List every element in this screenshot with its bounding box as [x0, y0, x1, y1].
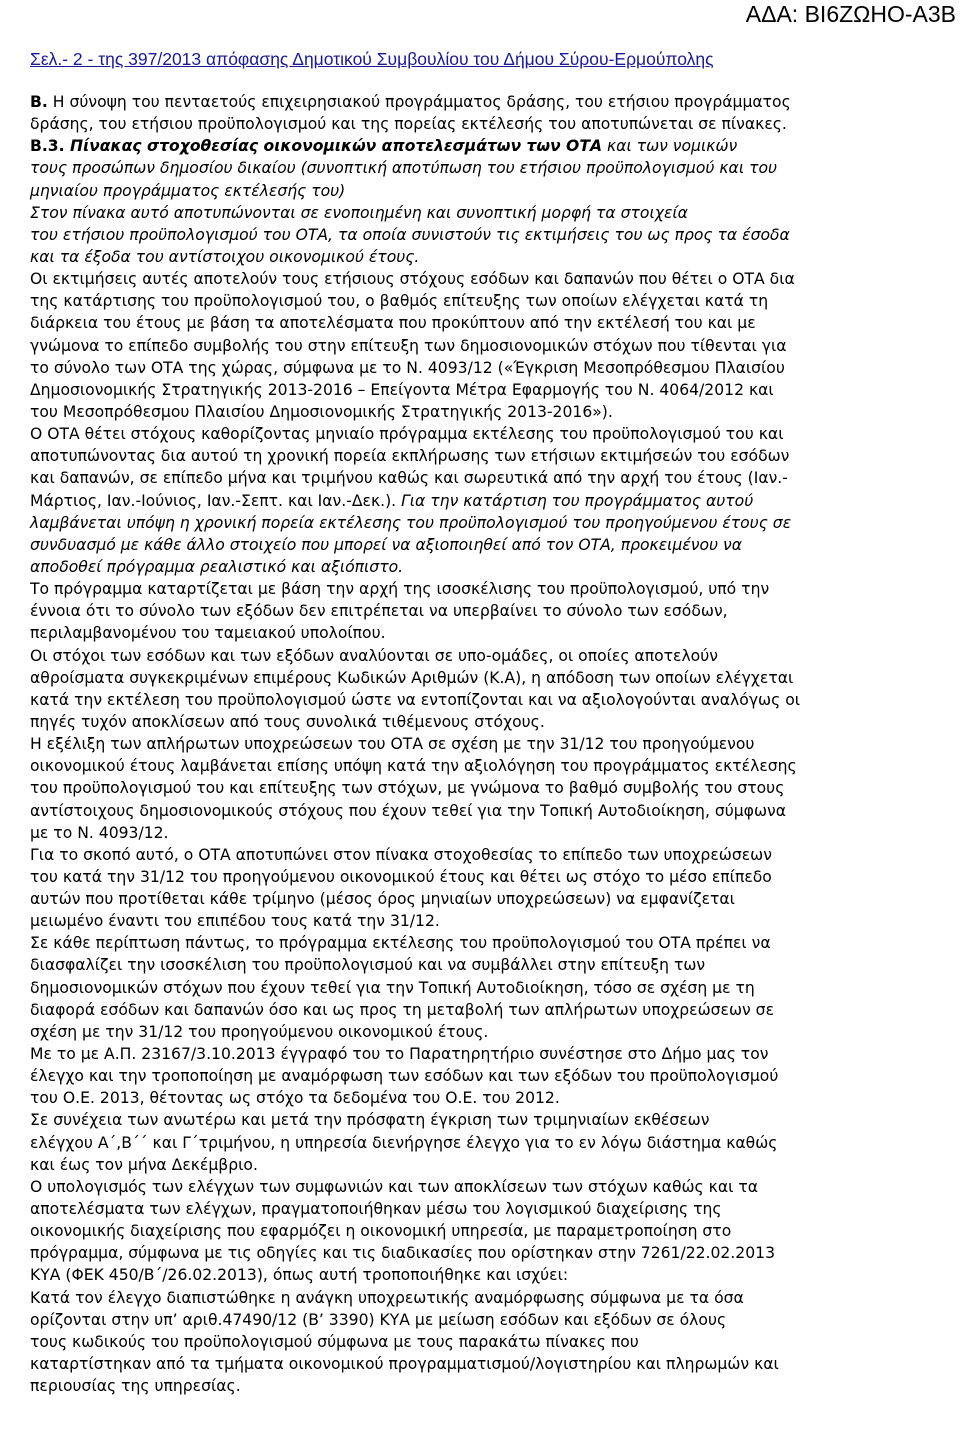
text-line: τους κωδικούς του προϋπολογισμού σύμφωνα με τους παρακάτω πίνακες που [30, 1332, 639, 1351]
section-b-text-1: Η σύνοψη του πενταετούς επιχειρησιακού προγράμματος δράσης, του ετήσιου προγράμματος [47, 93, 791, 111]
section-b-line-1 [30, 91, 942, 113]
text-line: μηνιαίου προγράμματος εκτέλεσής του) [30, 181, 346, 200]
text-line: Κατά τον έλεγχο διαπιστώθηκε η ανάγκη υποχρεωτικής αναμόρφωσης σύμφωνα με τα όσα [30, 1288, 744, 1307]
text-line: με το Ν. 4093/12. [30, 823, 169, 842]
text-line: του κατά την 31/12 του προηγούμενου οικονομικού έτους και θέτει ως στόχο το μέσο επίπεδο [30, 867, 772, 886]
text-line: γνώμονα το επίπεδο συμβολής του στην επίτευξη των δημοσιονομικών στόχων που τίθενται για [30, 336, 787, 355]
italic-block-2 [30, 512, 942, 578]
text-line: ορίζονται στην υπ’ αριθ.47490/12 (Β’ 3390) ΚΥΑ με μείωση εσόδων και εξόδων σε όλους [30, 1310, 727, 1329]
body-block-1 [30, 268, 942, 489]
text-line: περιλαμβανομένου του ταμειακού υπολοίπου. [30, 624, 386, 643]
text-line: Δημοσιονομικής Στρατηγικής 2013-2016 – Επείγοντα Μέτρα Εφαρμογής του Ν. 4064/2012 και [30, 380, 774, 399]
section-b3-title-rest: και των νομικών [602, 137, 738, 156]
section-b3-label: Β.3. [30, 137, 65, 156]
text-line: πηγές τυχόν αποκλίσεων από τους συνολικά τιθέμενους στόχους. [30, 712, 545, 731]
text-line: αποδοθεί πρόγραμμα ρεαλιστικό και αξιόπιστο. [30, 557, 404, 576]
text-line: οικονομικής διαχείρισης που εφαρμόζει η οικονομική υπηρεσία, με παραμετροποίηση στο [30, 1222, 732, 1241]
text-line: λαμβάνεται υπόψη η χρονική πορεία εκτέλεσης του προϋπολογισμού του προηγούμενου έτους σε [30, 513, 792, 532]
text-line: Σε συνέχεια των ανωτέρω και μετά την πρόσφατη έγκριση των τριμηνιαίων εκθέσεων [30, 1111, 710, 1130]
text-line: αντίστοιχους δημοσιονομικούς στόχους που έχουν τεθεί για την Τοπική Αυτοδιοίκηση, σύμφωνα [30, 801, 787, 820]
italic-block-1 [30, 157, 942, 268]
text-line: σχέση με την 31/12 του προηγούμενου οικονομικού έτους. [30, 1022, 489, 1041]
text-line: Το πρόγραμμα καταρτίζεται με βάση την αρχή της ισοσκέλισης του προϋπολογισμού, υπό την [30, 580, 770, 599]
text-line: Ο ΟΤΑ θέτει στόχους καθορίζοντας μηνιαίο πρόγραμμα εκτέλεσης του προϋπολογισμού του και [30, 425, 784, 444]
text-line: οικονομικού έτους λαμβάνεται επίσης υπόψη κατά την αξιολόγηση του προγράμματος εκτέλεσης [30, 757, 797, 776]
document-body [30, 91, 942, 1397]
text-line: Με το με Α.Π. 23167/3.10.2013 έγγραφό του το Παρατηρητήριο συνέστησε στο Δήμο μας τον [30, 1045, 769, 1064]
text-line: του Μεσοπρόθεσμου Πλαισίου Δημοσιονομικής Στρατηγικής 2013-2016»). [30, 402, 613, 421]
text-line: Η εξέλιξη των απλήρωτων υποχρεώσεων του ΟΤΑ σε σχέση με την 31/12 του προηγούμενου [30, 735, 755, 754]
body-block-2 [30, 578, 942, 1397]
text-line: αυτών που προτίθεται κάθε τρίμηνο (μέσος όρος μηνιαίων υποχρεώσεων) να εμφανίζεται [30, 890, 735, 909]
text-line: Σε κάθε περίπτωση πάντως, το πρόγραμμα εκτέλεσης του προϋπολογισμού του ΟΤΑ πρέπει να [30, 934, 771, 953]
text-line: περιουσίας της υπηρεσίας. [30, 1377, 241, 1396]
section-b-line-2: δράσης, του ετήσιου προϋπολογισμού και της πορείας εκτέλεσής του αποτυπώνεται σε πίνακες. [30, 115, 787, 134]
section-b-label: Β. [30, 93, 48, 111]
text-line: κατά την εκτέλεση του προϋπολογισμού ώστε να εντοπίζονται και να αξιολογούνται αναλόγως οι [30, 690, 801, 709]
text-line: του ετήσιου προϋπολογισμού του ΟΤΑ, τα οποία συνιστούν τις εκτιμήσεις του ως προς τα έσοδα [30, 225, 790, 244]
text-line: και τα έξοδα του αντίστοιχου οικονομικού έτους. [30, 247, 420, 266]
section-b3-title: Πίνακας στοχοθεσίας οικονομικών αποτελεσμάτων των ΟΤΑ [64, 137, 603, 156]
text-line: διαφορά εσόδων και δαπανών όσο και ως προς τη μεταβολή των απλήρωτων υποχρεώσεων σε [30, 1000, 774, 1019]
text-line: έννοια ότι το σύνολο των εξόδων δεν επιτρέπεται να υπερβαίνει το σύνολο των εσόδων, [30, 602, 728, 621]
text-line: αποτελέσματα των ελέγχων, πραγματοποιήθηκαν μέσω του λογισμικού διαχείρισης της [30, 1200, 722, 1219]
ada-code: ΑΔΑ: ΒΙ6ΖΩΗΟ-Α3Β [745, 1, 956, 27]
text-line: και δαπανών, σε επίπεδο μήνα και τριμήνου καθώς και σωρευτικά από την αρχή του έτους (Ιαν.- [30, 469, 788, 488]
text-line: Οι στόχοι των εσόδων και των εξόδων αναλύονται σε υπο-ομάδες, οι οποίες αποτελούν [30, 646, 718, 665]
text-line: συνδυασμό με κάθε άλλο στοιχείο που μπορεί να αξιοποιηθεί από τον ΟΤΑ, προκειμένου να [30, 535, 742, 554]
text-line: Για το σκοπό αυτό, ο ΟΤΑ αποτυπώνει στον πίνακα στοχοθεσίας το επίπεδο των υποχρεώσεων [30, 845, 772, 864]
text-line: ΚΥΑ (ΦΕΚ 450/Β΄/26.02.2013), όπως αυτή τροποποιήθηκε και ισχύει: [30, 1266, 569, 1285]
text-line: τους προσώπων δημοσίου δικαίου (συνοπτική αποτύπωση του ετήσιου προϋπολογισμού και του [30, 159, 778, 178]
section-b3-heading [30, 135, 942, 157]
text-line: αθροίσματα συγκεκριμένων επιμέρους Κωδικών Αριθμών (Κ.Α), η απόδοση των οποίων ελέγχεται [30, 668, 794, 687]
text-line: το σύνολο των ΟΤΑ της χώρας, σύμφωνα με το Ν. 4093/12 («Έγκριση Μεσοπρόθεσμου Πλαισίου [30, 358, 785, 377]
text-line: δημοσιονομικών στόχων που έχουν τεθεί για την Τοπική Αυτοδιοίκηση, τόσο σε σχέση με τη [30, 978, 755, 997]
text-line: Στον πίνακα αυτό αποτυπώνονται σε ενοποιημένη και συνοπτική μορφή τα στοιχεία [30, 203, 688, 222]
text-line: διάρκεια του έτους με βάση τα αποτελέσματα που προκύπτουν από την εκτέλεσή του και με [30, 314, 756, 333]
text-line: και έως τον μήνα Δεκέμβριο. [30, 1155, 258, 1174]
text-line: έλεγχο και την τροποποίηση με αναμόρφωση των εσόδων και των εξόδων του προϋπολογισμού [30, 1067, 779, 1086]
text-line: του Ο.Ε. 2013, θέτοντας ως στόχο τα δεδομένα του Ο.Ε. του 2012. [30, 1089, 560, 1108]
text-line: καταρτίστηκαν από τα τμήματα οικονομικού προγραμματισμού/λογιστηρίου και πληρωμών και [30, 1355, 779, 1374]
text-line: Οι εκτιμήσεις αυτές αποτελούν τους ετήσιους στόχους εσόδων και δαπανών που θέτει ο ΟΤΑ δια [30, 270, 795, 289]
text-line: Ο υπολογισμός των ελέγχων των συμφωνιών και των αποκλίσεων των στόχων καθώς και τα [30, 1177, 759, 1196]
text-line: μειωμένο έναντι του επιπέδου τους κατά την 31/12. [30, 912, 440, 931]
mixed-line-italic: Για την κατάρτιση του προγράμματος αυτού [396, 491, 754, 510]
page-header: Σελ.- 2 - της 397/2013 απόφασης Δημοτικού Συμβουλίου του Δήμου Σύρου-Ερμούπολης [30, 49, 714, 69]
text-line: ελέγχου Α΄,Β΄΄ και Γ΄τριμήνου, η υπηρεσία διενήργησε έλεγχο για το εν λόγω διάστημα καθώς [30, 1133, 778, 1152]
text-line: της κατάρτισης του προϋπολογισμού του, ο βαθμός επίτευξης των οποίων ελέγχεται κατά τη [30, 292, 769, 311]
text-line: πρόγραμμα, σύμφωνα με τις οδηγίες και τις διαδικασίες που ορίστηκαν στην 7261/22.02.2013 [30, 1244, 775, 1263]
text-line: του προϋπολογισμού του και επίτευξης των στόχων, με γνώμονα το βαθμό συμβολής του στους [30, 779, 785, 798]
text-line: διασφαλίζει την ισοσκέλιση του προϋπολογισμού και να συμβάλλει στην επίτευξη των [30, 956, 706, 975]
mixed-line [30, 490, 942, 512]
text-line: αποτυπώνοντας δια αυτού τη χρονική πορεία εκπλήρωσης των ετήσιων εκτιμήσεών του εσόδων [30, 447, 790, 466]
mixed-line-normal: Μάρτιος, Ιαν.-Ιούνιος, Ιαν.-Σεπτ. και Ιαν.-Δεκ.). [30, 491, 397, 510]
